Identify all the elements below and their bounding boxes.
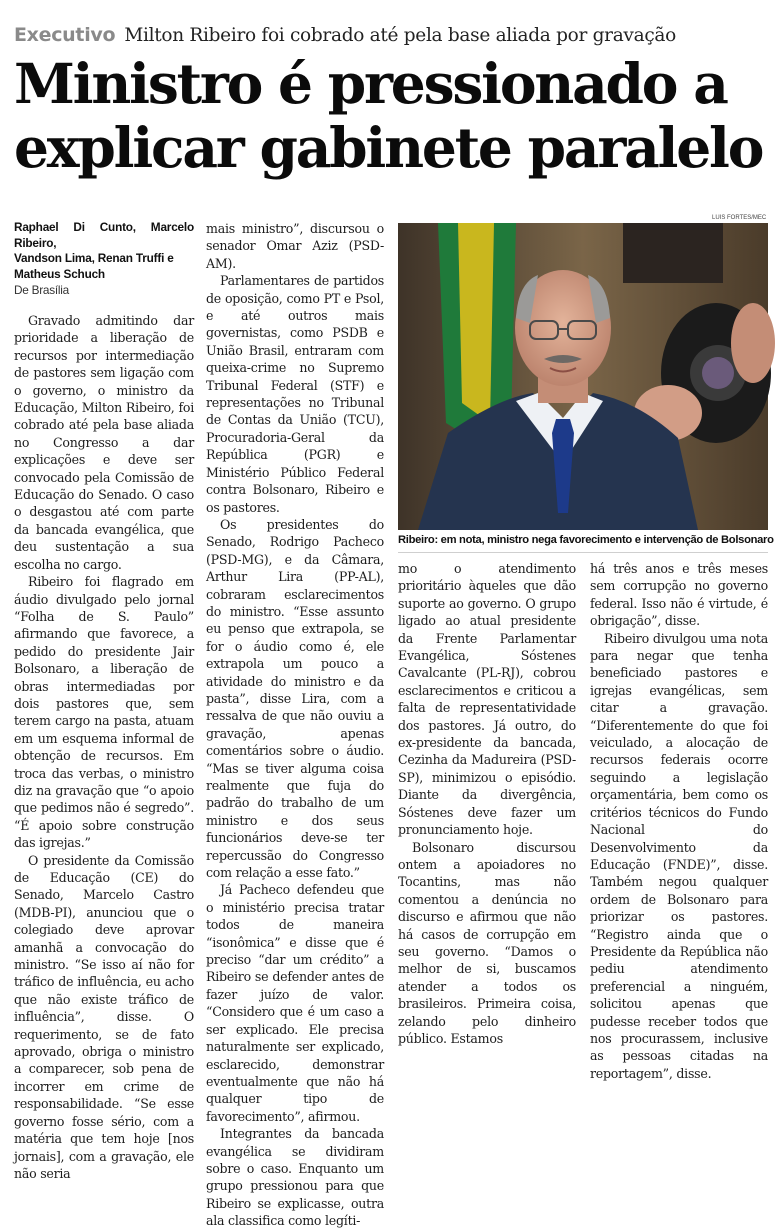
article-column-2: [206, 220, 384, 1229]
paragraph: O presidente da Comissão de Educação (CE) do Senado, Marcelo Castro (MDB-PI), anunciou que o colegiado deve aprovar amanhã a convocação do ministro. “Se isso aí não for tráfico de influência, eu acho que não existe tráfico de influência”, disse. O requerimento, se de fato aprovado, obriga o ministro a comparecer, sob pena de incorrer em crime de responsabilidade. “Se esse governo fosse sério, com a matéria que tem hoje [nos jornais], com a gravação, ele não seria: [14, 852, 194, 1181]
portrait-illustration: [398, 223, 768, 530]
kicker-subtitle: Milton Ribeiro foi cobrado até pela base aliada por gravação: [124, 25, 676, 46]
paragraph: Integrantes da bancada evangélica se dividiram sobre o caso. Enquanto um grupo pressionou para que Ribeiro se explicasse, outra ala classifica como legíti-: [206, 1126, 384, 1229]
headline: [14, 52, 774, 180]
byline-line: Vandson Lima, Renan Truffi e: [14, 251, 174, 265]
photo-credit: LUIS FORTES/MEC: [712, 215, 767, 221]
paragraph: mais ministro”, discursou o senador Omar Aziz (PSD-AM).: [206, 221, 384, 271]
paragraph: Parlamentares de partidos de oposição, como PT e Psol, e até outros mais governistas, como PSDB e União Brasil, entraram com queixa-crime no Supremo Tribunal Federal (STF) e representações no Tribunal de Contas da União (TCU), Procuradoria-Geral da República (PGR) e Ministério Público Federal contra Bolsonaro, Ribeiro e os pastores.: [206, 273, 384, 515]
article-column-1: [14, 220, 194, 1181]
headline-line-2: explicar gabinete paralelo: [14, 115, 763, 180]
article-column-3: [398, 560, 576, 1046]
headline-line-1: Ministro é pressionado a: [14, 51, 727, 116]
news-photo: [398, 223, 768, 530]
photo-caption: Ribeiro: em nota, ministro nega favorecimento e intervenção de Bolsonaro: [398, 534, 774, 546]
byline: [14, 220, 194, 282]
paragraph: Já Pacheco defendeu que o ministério precisa tratar todos de maneira “isonômica” e disse que é preciso “dar um crédito” a Ribeiro se defender antes de fazer juízo de valor. “Considero que é um caso a ser explicado. Ele precisa naturalmente ser explicado, esclarecido, demonstrar eventualmente que não há qualquer tipo de favorecimento”, afirmou.: [206, 882, 384, 1124]
caption-divider: [398, 552, 768, 553]
byline-line: Matheus Schuch: [14, 266, 105, 281]
byline-line: Raphael Di Cunto, Marcelo Ribeiro,: [14, 220, 194, 250]
paragraph: Os presidentes do Senado, Rodrigo Pacheco (PSD-MG), e da Câmara, Arthur Lira (PP-AL), cobraram esclarecimentos do ministro. “Esse assunto eu penso que extrapola, se for o áudio como é, ele extrapola um pouco a atividade do ministro e da pasta”, disse Lira, com a ressalva de que não ouviu a gravação, apenas comentários sobre o áudio. “Mas se tiver alguma coisa realmente que fuja do padrão do trabalho de um ministro e dos seus funcionários deve-se ter repercussão do Congresso com relação a esse fato.”: [206, 516, 384, 881]
paragraph: mo o atendimento prioritário àqueles que dão suporte ao governo. O grupo ligado ao atual presidente da Frente Parlamentar Evangélica, Sóstenes Cavalcante (PL-RJ), cobrou esclarecimentos e criticou a falta de representatividade dos pastores. Já outro, do ex-presidente da bancada, Cezinha da Madureira (PSD-SP), minimizou o episódio. Diante da divergência, Sóstenes deve fazer um pronunciamento hoje.: [398, 561, 576, 838]
dateline: De Brasília: [14, 283, 69, 297]
paragraph: Ribeiro foi flagrado em áudio divulgado pelo jornal “Folha de S. Paulo” afirmando que favorece, a pedido do presidente Jair Bolsonaro, a liberação de obras intermediadas por dois pastores que, sem terem cargo na pasta, atuam em um esquema informal de obtenção de recursos. Em troca das verbas, o ministro diz na gravação que “o apoio que pedimos não é segredo”. “É apoio sobre construção das igrejas.”: [14, 574, 194, 851]
paragraph: Ribeiro divulgou uma nota para negar que tenha beneficiado pastores e igrejas evangélicas, sem citar a gravação. “Diferentemente do que foi veiculado, a alocação de recursos federais ocorre seguindo a legislação orçamentária, bem como os critérios técnicos do Fundo Nacional do Desenvolvimento da Educação (FNDE)”, disse. Também negou qualquer ordem de Bolsonaro para priorizar os pastores. “Registro ainda que o Presidente da República não pediu atendimento preferencial a ninguém, solicitou apenas que pudesse receber todos que nos procurassem, inclusive as pessoas citadas na reportagem”, disse.: [590, 630, 768, 1081]
paragraph: Gravado admitindo dar prioridade a liberação de recursos por intermediação de pastores sem ligação com o governo, o ministro da Educação, Milton Ribeiro, foi cobrado até pela base aliada no Congresso a dar explicações e deve ser convocado pela Comissão de Educação do Senado. O caso o desgastou até com parte da bancada evangélica, que deu sustentação a sua escolha no cargo.: [14, 313, 194, 572]
paragraph: Bolsonaro discursou ontem a apoiadores no Tocantins, mas não comentou a denúncia no discurso e afirmou que não há casos de corrupção em seu governo. “Damos o melhor de si, buscamos atender a todos os brasileiros. Primeira coisa, zelando pelo dinheiro público. Estamos: [398, 839, 576, 1046]
paragraph: há três anos e três meses sem corrupção no governo federal. Isso não é virtude, é obrigação”, disse.: [590, 561, 768, 629]
section-tag: Executivo: [14, 24, 116, 46]
article-column-4: [590, 560, 768, 1081]
